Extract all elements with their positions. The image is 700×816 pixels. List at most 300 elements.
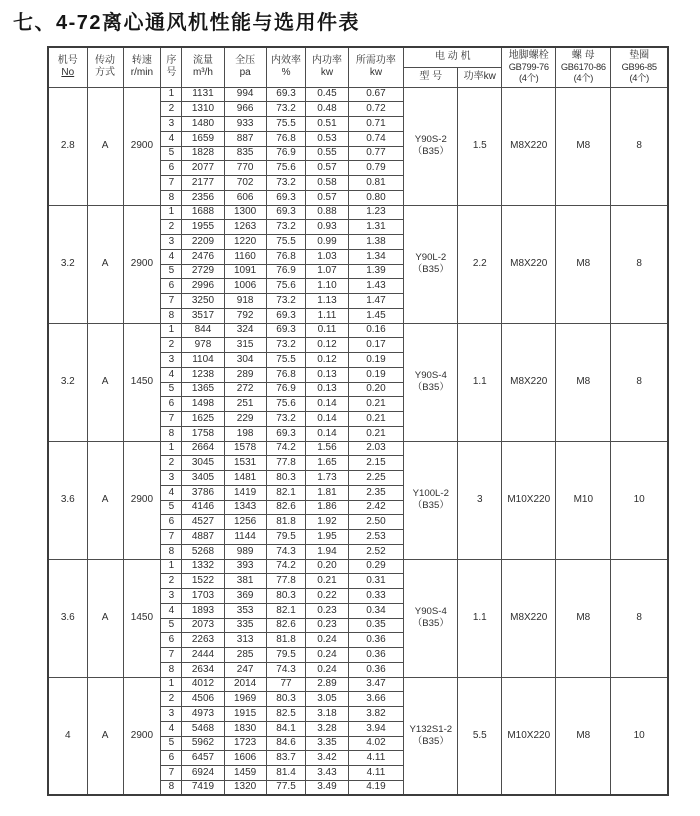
flow-cell: 7419	[182, 780, 224, 795]
required-power-cell: 0.16	[348, 323, 404, 338]
efficiency-cell: 79.5	[266, 530, 306, 545]
flow-cell: 1688	[182, 205, 224, 220]
seq-cell: 1	[161, 205, 182, 220]
flow-cell: 2996	[182, 279, 224, 294]
pressure-cell: 1606	[224, 751, 266, 766]
seq-cell: 7	[161, 294, 182, 309]
motor-model-cell	[404, 205, 458, 323]
motor-power-cell: 1.5	[458, 87, 502, 205]
internal-power-cell: 0.55	[306, 146, 348, 161]
motor-model-cell	[404, 441, 458, 559]
efficiency-cell: 73.2	[266, 412, 306, 427]
seq-cell: 2	[161, 456, 182, 471]
internal-power-cell: 0.23	[306, 603, 348, 618]
nut-cell: M10	[556, 441, 611, 559]
motor-model-text: Y90S-4	[414, 370, 447, 382]
col-header-internal-power	[306, 47, 348, 87]
table-header	[48, 47, 668, 87]
required-power-cell: 2.25	[348, 471, 404, 486]
flow-cell: 1659	[182, 131, 224, 146]
internal-power-cell: 1.07	[306, 264, 348, 279]
speed-cell: 2900	[123, 87, 161, 205]
pressure-cell: 1830	[224, 721, 266, 736]
required-power-cell: 1.38	[348, 235, 404, 250]
seq-cell: 4	[161, 131, 182, 146]
flow-cell: 4887	[182, 530, 224, 545]
efficiency-cell: 81.8	[266, 633, 306, 648]
internal-power-cell: 1.73	[306, 471, 348, 486]
pressure-cell: 1160	[224, 249, 266, 264]
efficiency-cell: 74.3	[266, 544, 306, 559]
seq-cell: 7	[161, 530, 182, 545]
flow-cell: 1238	[182, 367, 224, 382]
motor-frame-text: （B35）	[412, 382, 449, 393]
required-power-cell: 0.77	[348, 146, 404, 161]
col-header-seq	[161, 47, 182, 87]
required-power-cell: 1.31	[348, 220, 404, 235]
internal-power-cell: 0.48	[306, 102, 348, 117]
table-row	[48, 205, 668, 220]
efficiency-cell: 76.9	[266, 264, 306, 279]
efficiency-cell: 76.8	[266, 249, 306, 264]
efficiency-cell: 73.2	[266, 220, 306, 235]
header-line: r/min	[130, 67, 154, 79]
col-header-washer	[611, 47, 668, 87]
pressure-cell: 606	[224, 190, 266, 205]
seq-cell: 8	[161, 662, 182, 677]
required-power-cell: 3.47	[348, 677, 404, 692]
internal-power-cell: 0.57	[306, 190, 348, 205]
efficiency-cell: 75.6	[266, 161, 306, 176]
efficiency-cell: 82.6	[266, 500, 306, 515]
header-line: 内功率	[311, 55, 342, 67]
efficiency-cell: 80.3	[266, 589, 306, 604]
flow-cell: 3517	[182, 308, 224, 323]
table-row	[48, 559, 668, 574]
seq-cell: 6	[161, 397, 182, 412]
efficiency-cell: 74.2	[266, 559, 306, 574]
pressure-cell: 353	[224, 603, 266, 618]
efficiency-cell: 74.2	[266, 441, 306, 456]
flow-cell: 2476	[182, 249, 224, 264]
required-power-cell: 1.34	[348, 249, 404, 264]
speed-cell: 2900	[123, 677, 161, 795]
seq-cell: 7	[161, 176, 182, 191]
efficiency-cell: 69.3	[266, 87, 306, 102]
internal-power-cell: 1.81	[306, 485, 348, 500]
internal-power-cell: 0.93	[306, 220, 348, 235]
anchor-bolt-cell: M8X220	[502, 87, 556, 205]
pressure-cell: 1144	[224, 530, 266, 545]
seq-cell: 1	[161, 677, 182, 692]
speed-cell: 1450	[123, 323, 161, 441]
required-power-cell: 0.79	[348, 161, 404, 176]
seq-cell: 5	[161, 736, 182, 751]
required-power-cell: 4.11	[348, 751, 404, 766]
internal-power-cell: 0.13	[306, 382, 348, 397]
flow-cell: 3250	[182, 294, 224, 309]
speed-cell: 2900	[123, 441, 161, 559]
flow-cell: 2209	[182, 235, 224, 250]
drive-mode-cell: A	[87, 323, 123, 441]
motor-power-cell: 2.2	[458, 205, 502, 323]
washer-cell: 8	[611, 323, 668, 441]
efficiency-cell: 80.3	[266, 692, 306, 707]
motor-model-cell	[404, 323, 458, 441]
flow-cell: 1365	[182, 382, 224, 397]
header-line: 内效率	[271, 55, 302, 67]
seq-cell: 4	[161, 721, 182, 736]
machine-no-cell: 3.6	[48, 559, 87, 677]
drive-mode-cell: A	[87, 559, 123, 677]
flow-cell: 2664	[182, 441, 224, 456]
drive-mode-cell: A	[87, 87, 123, 205]
pressure-cell: 770	[224, 161, 266, 176]
drive-mode-cell: A	[87, 441, 123, 559]
efficiency-cell: 73.2	[266, 338, 306, 353]
efficiency-cell: 82.6	[266, 618, 306, 633]
pressure-cell: 1220	[224, 235, 266, 250]
flow-cell: 2177	[182, 176, 224, 191]
internal-power-cell: 3.18	[306, 707, 348, 722]
seq-cell: 6	[161, 633, 182, 648]
flow-cell: 1625	[182, 412, 224, 427]
efficiency-cell: 77.8	[266, 574, 306, 589]
internal-power-cell: 0.12	[306, 338, 348, 353]
header-line: GB96-85	[621, 62, 657, 73]
efficiency-cell: 83.7	[266, 751, 306, 766]
pressure-cell: 272	[224, 382, 266, 397]
motor-model-text: Y132S1-2	[409, 723, 453, 735]
table-row	[48, 87, 668, 102]
seq-cell: 3	[161, 471, 182, 486]
required-power-cell: 0.29	[348, 559, 404, 574]
flow-cell: 4146	[182, 500, 224, 515]
internal-power-cell: 1.95	[306, 530, 348, 545]
machine-no-cell: 3.6	[48, 441, 87, 559]
required-power-cell: 0.36	[348, 662, 404, 677]
flow-cell: 5468	[182, 721, 224, 736]
flow-cell: 4012	[182, 677, 224, 692]
flow-cell: 1828	[182, 146, 224, 161]
table-row	[48, 323, 668, 338]
nut-cell: M8	[556, 205, 611, 323]
pressure-cell: 792	[224, 308, 266, 323]
seq-cell: 2	[161, 102, 182, 117]
flow-cell: 2356	[182, 190, 224, 205]
speed-cell: 1450	[123, 559, 161, 677]
header-line: m³/h	[192, 67, 213, 79]
col-header-motor-model: 型 号	[404, 67, 458, 87]
pressure-cell: 285	[224, 648, 266, 663]
header-line: 垫圈	[629, 50, 650, 62]
col-header-required-power	[348, 47, 404, 87]
seq-cell: 8	[161, 426, 182, 441]
required-power-cell: 2.50	[348, 515, 404, 530]
required-power-cell: 0.19	[348, 367, 404, 382]
header-line: No	[61, 67, 75, 79]
flow-cell: 2444	[182, 648, 224, 663]
required-power-cell: 4.02	[348, 736, 404, 751]
required-power-cell: 2.35	[348, 485, 404, 500]
col-header-motor-power: 功率kw	[458, 67, 502, 87]
flow-cell: 844	[182, 323, 224, 338]
flow-cell: 1332	[182, 559, 224, 574]
efficiency-cell: 75.6	[266, 279, 306, 294]
speed-cell: 2900	[123, 205, 161, 323]
seq-cell: 4	[161, 367, 182, 382]
pressure-cell: 289	[224, 367, 266, 382]
seq-cell: 2	[161, 220, 182, 235]
pressure-cell: 304	[224, 353, 266, 368]
motor-model-cell	[404, 559, 458, 677]
anchor-bolt-cell: M10X220	[502, 677, 556, 795]
table-body	[48, 87, 668, 795]
col-header-pressure	[224, 47, 266, 87]
required-power-cell: 0.80	[348, 190, 404, 205]
flow-cell: 1703	[182, 589, 224, 604]
pressure-cell: 1343	[224, 500, 266, 515]
required-power-cell: 4.11	[348, 766, 404, 781]
required-power-cell: 0.21	[348, 412, 404, 427]
flow-cell: 1498	[182, 397, 224, 412]
motor-frame-text: （B35）	[412, 146, 449, 157]
internal-power-cell: 0.21	[306, 574, 348, 589]
internal-power-cell: 1.86	[306, 500, 348, 515]
motor-model-text: Y90L-2	[415, 252, 447, 264]
motor-power-cell: 1.1	[458, 323, 502, 441]
flow-cell: 3786	[182, 485, 224, 500]
motor-frame-text: （B35）	[412, 735, 449, 747]
efficiency-cell: 77	[266, 677, 306, 692]
table-row	[48, 441, 668, 456]
flow-cell: 2073	[182, 618, 224, 633]
required-power-cell: 1.47	[348, 294, 404, 309]
seq-cell: 6	[161, 751, 182, 766]
header-line: 所需功率	[355, 55, 396, 67]
internal-power-cell: 0.23	[306, 618, 348, 633]
efficiency-cell: 75.5	[266, 353, 306, 368]
internal-power-cell: 1.10	[306, 279, 348, 294]
header-line: (4个)	[573, 73, 594, 84]
required-power-cell: 0.33	[348, 589, 404, 604]
col-header-efficiency	[266, 47, 306, 87]
efficiency-cell: 84.6	[266, 736, 306, 751]
required-power-cell: 0.74	[348, 131, 404, 146]
internal-power-cell: 0.53	[306, 131, 348, 146]
flow-cell: 2729	[182, 264, 224, 279]
header-line: 地脚螺栓	[508, 50, 549, 62]
pressure-cell: 702	[224, 176, 266, 191]
internal-power-cell: 3.43	[306, 766, 348, 781]
header-line: GB799-76	[508, 62, 549, 73]
pressure-cell: 933	[224, 117, 266, 132]
flow-cell: 2077	[182, 161, 224, 176]
header-line: 转速	[131, 55, 152, 67]
seq-cell: 1	[161, 323, 182, 338]
seq-cell: 3	[161, 589, 182, 604]
col-header-drive-mode	[87, 47, 123, 87]
pressure-cell: 2014	[224, 677, 266, 692]
seq-cell: 5	[161, 500, 182, 515]
seq-cell: 5	[161, 146, 182, 161]
internal-power-cell: 0.14	[306, 412, 348, 427]
required-power-cell: 0.31	[348, 574, 404, 589]
anchor-bolt-cell: M8X220	[502, 323, 556, 441]
internal-power-cell: 1.11	[306, 308, 348, 323]
efficiency-cell: 75.5	[266, 117, 306, 132]
pressure-cell: 1723	[224, 736, 266, 751]
header-line: pa	[239, 67, 251, 79]
col-header-nut	[556, 47, 611, 87]
internal-power-cell: 0.11	[306, 323, 348, 338]
seq-cell: 1	[161, 441, 182, 456]
nut-cell: M8	[556, 87, 611, 205]
efficiency-cell: 69.3	[266, 426, 306, 441]
flow-cell: 2263	[182, 633, 224, 648]
flow-cell: 1131	[182, 87, 224, 102]
col-header-machine-no	[48, 47, 87, 87]
flow-cell: 2634	[182, 662, 224, 677]
header-line: %	[281, 67, 291, 79]
seq-cell: 4	[161, 249, 182, 264]
seq-cell: 1	[161, 87, 182, 102]
machine-no-cell: 3.2	[48, 323, 87, 441]
internal-power-cell: 0.24	[306, 633, 348, 648]
internal-power-cell: 0.14	[306, 426, 348, 441]
internal-power-cell: 0.24	[306, 648, 348, 663]
header-line: 流量	[192, 55, 213, 67]
internal-power-cell: 3.42	[306, 751, 348, 766]
col-header-anchor-bolt	[502, 47, 556, 87]
required-power-cell: 0.71	[348, 117, 404, 132]
required-power-cell: 0.67	[348, 87, 404, 102]
pressure-cell: 989	[224, 544, 266, 559]
seq-cell: 2	[161, 692, 182, 707]
efficiency-cell: 75.6	[266, 397, 306, 412]
flow-cell: 978	[182, 338, 224, 353]
required-power-cell: 0.20	[348, 382, 404, 397]
col-header-speed	[123, 47, 161, 87]
seq-cell: 8	[161, 190, 182, 205]
internal-power-cell: 1.13	[306, 294, 348, 309]
pressure-cell: 251	[224, 397, 266, 412]
efficiency-cell: 82.1	[266, 485, 306, 500]
required-power-cell: 0.21	[348, 426, 404, 441]
flow-cell: 4973	[182, 707, 224, 722]
required-power-cell: 0.81	[348, 176, 404, 191]
motor-power-cell: 5.5	[458, 677, 502, 795]
efficiency-cell: 69.3	[266, 323, 306, 338]
internal-power-cell: 1.94	[306, 544, 348, 559]
pressure-cell: 1320	[224, 780, 266, 795]
seq-cell: 3	[161, 707, 182, 722]
internal-power-cell: 0.45	[306, 87, 348, 102]
seq-cell: 3	[161, 235, 182, 250]
required-power-cell: 3.66	[348, 692, 404, 707]
header-line: 螺 母	[571, 50, 595, 62]
pressure-cell: 313	[224, 633, 266, 648]
required-power-cell: 0.72	[348, 102, 404, 117]
flow-cell: 4527	[182, 515, 224, 530]
motor-model-text: Y90S-4	[414, 606, 447, 618]
pressure-cell: 1459	[224, 766, 266, 781]
pressure-cell: 966	[224, 102, 266, 117]
internal-power-cell: 3.49	[306, 780, 348, 795]
pressure-cell: 1578	[224, 441, 266, 456]
efficiency-cell: 76.9	[266, 146, 306, 161]
efficiency-cell: 73.2	[266, 102, 306, 117]
pressure-cell: 1091	[224, 264, 266, 279]
internal-power-cell: 1.56	[306, 441, 348, 456]
internal-power-cell: 1.03	[306, 249, 348, 264]
header-line: (4个)	[629, 73, 649, 84]
internal-power-cell: 3.35	[306, 736, 348, 751]
seq-cell: 8	[161, 308, 182, 323]
machine-no-cell: 2.8	[48, 87, 87, 205]
washer-cell: 8	[611, 87, 668, 205]
header-line: kw	[369, 67, 383, 79]
seq-cell: 7	[161, 412, 182, 427]
efficiency-cell: 76.8	[266, 367, 306, 382]
internal-power-cell: 3.28	[306, 721, 348, 736]
internal-power-cell: 0.24	[306, 662, 348, 677]
seq-cell: 6	[161, 161, 182, 176]
internal-power-cell: 3.05	[306, 692, 348, 707]
internal-power-cell: 0.22	[306, 589, 348, 604]
pressure-cell: 1969	[224, 692, 266, 707]
required-power-cell: 0.36	[348, 633, 404, 648]
pressure-cell: 229	[224, 412, 266, 427]
required-power-cell: 4.19	[348, 780, 404, 795]
washer-cell: 10	[611, 441, 668, 559]
seq-cell: 2	[161, 338, 182, 353]
flow-cell: 1893	[182, 603, 224, 618]
washer-cell: 10	[611, 677, 668, 795]
col-header-motor: 电 动 机	[404, 47, 502, 67]
flow-cell: 5962	[182, 736, 224, 751]
pressure-cell: 1531	[224, 456, 266, 471]
required-power-cell: 1.39	[348, 264, 404, 279]
motor-frame-text: （B35）	[412, 264, 449, 275]
seq-cell: 7	[161, 766, 182, 781]
internal-power-cell: 2.89	[306, 677, 348, 692]
efficiency-cell: 82.1	[266, 603, 306, 618]
pressure-cell: 994	[224, 87, 266, 102]
flow-cell: 4506	[182, 692, 224, 707]
efficiency-cell: 69.3	[266, 205, 306, 220]
internal-power-cell: 0.14	[306, 397, 348, 412]
pressure-cell: 247	[224, 662, 266, 677]
required-power-cell: 2.15	[348, 456, 404, 471]
efficiency-cell: 76.8	[266, 131, 306, 146]
header-line: 机号	[57, 55, 78, 67]
seq-cell: 5	[161, 618, 182, 633]
efficiency-cell: 76.9	[266, 382, 306, 397]
motor-power-cell: 1.1	[458, 559, 502, 677]
internal-power-cell: 0.99	[306, 235, 348, 250]
required-power-cell: 0.19	[348, 353, 404, 368]
efficiency-cell: 82.5	[266, 707, 306, 722]
anchor-bolt-cell: M8X220	[502, 205, 556, 323]
internal-power-cell: 0.20	[306, 559, 348, 574]
flow-cell: 1522	[182, 574, 224, 589]
pressure-cell: 1915	[224, 707, 266, 722]
pressure-cell: 198	[224, 426, 266, 441]
seq-cell: 8	[161, 544, 182, 559]
required-power-cell: 0.36	[348, 648, 404, 663]
efficiency-cell: 81.8	[266, 515, 306, 530]
